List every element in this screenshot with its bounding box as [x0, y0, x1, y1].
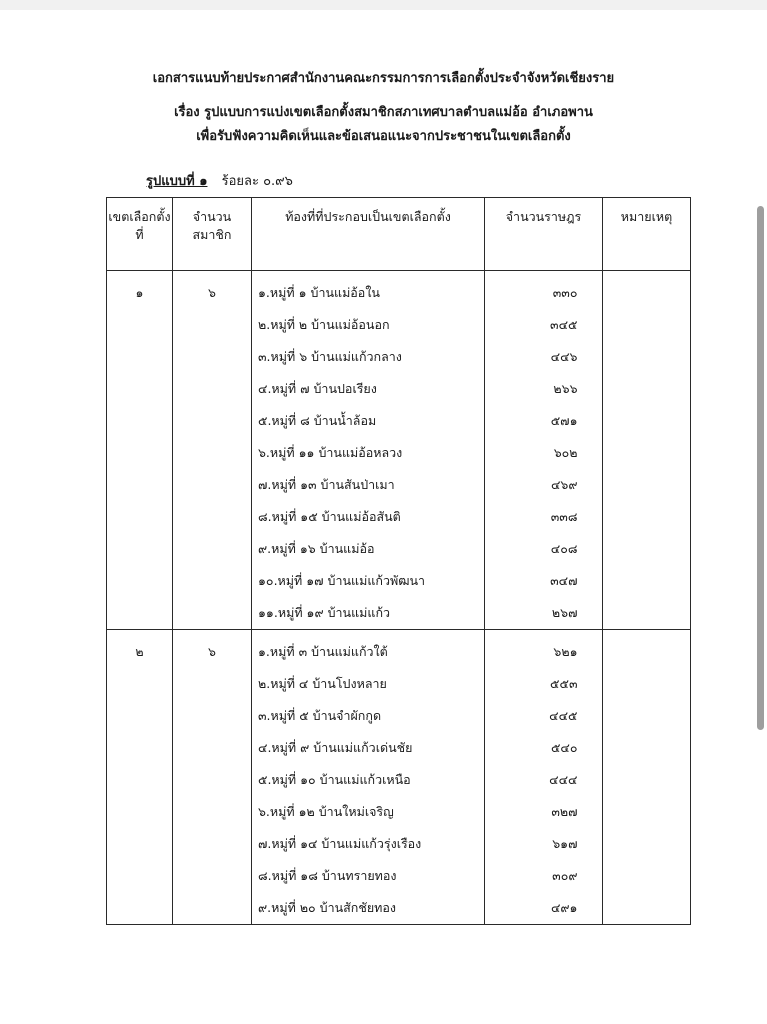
table-row [107, 700, 691, 732]
document-title-line-3: เพื่อรับฟังความคิดเห็นและข้อเสนอแนะจากประชาชนในเขตเลือกตั้ง [196, 129, 571, 144]
table-row [107, 309, 691, 341]
district-number-cell: ๒ [107, 630, 173, 669]
population-cell [485, 732, 603, 764]
district-number-cell [107, 501, 173, 533]
top-band [0, 0, 767, 10]
village-cell: ๙.หมู่ที่ ๒๐ บ้านสักชัยทอง [252, 892, 485, 925]
village-cell: ๔.หมู่ที่ ๙ บ้านแม่แก้วเด่นชัย [252, 732, 485, 764]
remarks-cell [603, 828, 691, 860]
village-cell: ๔.หมู่ที่ ๗ บ้านปอเรียง [252, 373, 485, 405]
table-row [107, 860, 691, 892]
remarks-cell [603, 597, 691, 630]
population-cell [485, 700, 603, 732]
member-count-cell [173, 860, 252, 892]
member-count-cell [173, 597, 252, 630]
member-count-cell [173, 405, 252, 437]
village-cell: ๒.หมู่ที่ ๒ บ้านแม่อ้อนอก [252, 309, 485, 341]
village-cell: ๙.หมู่ที่ ๑๖ บ้านแม่อ้อ [252, 533, 485, 565]
table-row [107, 565, 691, 597]
district-number-cell [107, 597, 173, 630]
population-cell [485, 469, 603, 501]
remarks-cell [603, 796, 691, 828]
district-number-cell [107, 565, 173, 597]
district-number-cell [107, 405, 173, 437]
remarks-cell [603, 437, 691, 469]
district-number-cell [107, 860, 173, 892]
population-value: ๕๔๐ [550, 740, 578, 755]
table-body [107, 271, 691, 925]
village-cell: ๓.หมู่ที่ ๕ บ้านจำผักกูด [252, 700, 485, 732]
remarks-cell [603, 732, 691, 764]
remarks-cell [603, 309, 691, 341]
village-cell: ๘.หมู่ที่ ๑๕ บ้านแม่อ้อสันติ [252, 501, 485, 533]
remarks-cell [603, 700, 691, 732]
population-value: ๓๐๙ [552, 868, 578, 883]
population-value: ๔๔๖ [550, 349, 578, 364]
village-cell: ๑.หมู่ที่ ๑ บ้านแม่อ้อใน [252, 271, 485, 310]
col-header-villages: ท้องที่ที่ประกอบเป็นเขตเลือกตั้ง [252, 198, 485, 271]
district-number-cell: ๑ [107, 271, 173, 310]
remarks-cell [603, 668, 691, 700]
table-row [107, 828, 691, 860]
population-value: ๓๓๐ [552, 285, 578, 300]
table-row [107, 271, 691, 310]
population-cell [485, 437, 603, 469]
population-value: ๔๖๙ [550, 477, 578, 492]
member-count-cell [173, 700, 252, 732]
col-header-district: เขตเลือกตั้งที่ [107, 198, 173, 271]
district-number-cell [107, 469, 173, 501]
districts-table [106, 197, 691, 925]
member-count-cell [173, 533, 252, 565]
district-number-cell [107, 732, 173, 764]
district-number-cell [107, 764, 173, 796]
population-cell [485, 373, 603, 405]
table-row [107, 373, 691, 405]
population-cell [485, 405, 603, 437]
table-row [107, 533, 691, 565]
pattern-percent: ร้อยละ ๐.๙๖ [221, 174, 293, 189]
population-cell [485, 860, 603, 892]
population-value: ๔๔๔ [549, 772, 578, 787]
village-cell: ๕.หมู่ที่ ๑๐ บ้านแม่แก้วเหนือ [252, 764, 485, 796]
population-cell [485, 271, 603, 310]
population-cell [485, 341, 603, 373]
member-count-cell [173, 373, 252, 405]
population-value: ๓๔๗ [550, 573, 578, 588]
population-value: ๒๖๖ [553, 381, 578, 396]
table-row [107, 668, 691, 700]
population-value: ๔๙๑ [550, 900, 578, 915]
village-cell: ๑๐.หมู่ที่ ๑๗ บ้านแม่แก้วพัฒนา [252, 565, 485, 597]
remarks-cell [603, 764, 691, 796]
population-value: ๖๐๒ [553, 445, 578, 460]
village-cell: ๓.หมู่ที่ ๖ บ้านแม่แก้วกลาง [252, 341, 485, 373]
member-count-cell: ๖ [173, 630, 252, 669]
table-row [107, 405, 691, 437]
population-value: ๓๔๕ [550, 317, 578, 332]
district-number-cell [107, 700, 173, 732]
remarks-cell [603, 341, 691, 373]
population-cell [485, 828, 603, 860]
table-row [107, 501, 691, 533]
remarks-cell [603, 860, 691, 892]
member-count-cell [173, 565, 252, 597]
member-count-cell [173, 309, 252, 341]
population-value: ๔๔๕ [549, 708, 578, 723]
district-number-cell [107, 437, 173, 469]
remarks-cell [603, 469, 691, 501]
population-value: ๒๖๗ [551, 605, 578, 620]
district-number-cell [107, 309, 173, 341]
pattern-label: รูปแบบที่ ๑ [146, 174, 208, 189]
member-count-cell [173, 764, 252, 796]
population-value: ๕๕๓ [550, 676, 578, 691]
village-cell: ๕.หมู่ที่ ๘ บ้านน้ำล้อม [252, 405, 485, 437]
pattern-heading [146, 170, 293, 191]
member-count-cell [173, 732, 252, 764]
population-value: ๖๑๗ [552, 836, 578, 851]
population-cell [485, 533, 603, 565]
table-row [107, 469, 691, 501]
remarks-cell [603, 271, 691, 310]
member-count-cell: ๖ [173, 271, 252, 310]
table-row [107, 437, 691, 469]
table-row [107, 796, 691, 828]
population-value: ๖๒๑ [553, 644, 578, 659]
village-cell: ๑๑.หมู่ที่ ๑๙ บ้านแม่แก้ว [252, 597, 485, 630]
member-count-cell [173, 828, 252, 860]
table-row [107, 597, 691, 630]
remarks-cell [603, 630, 691, 669]
table-row [107, 341, 691, 373]
population-cell [485, 597, 603, 630]
remarks-cell [603, 892, 691, 925]
district-number-cell [107, 796, 173, 828]
member-count-cell [173, 341, 252, 373]
member-count-cell [173, 501, 252, 533]
district-number-cell [107, 892, 173, 925]
member-count-cell [173, 469, 252, 501]
scrollbar-track[interactable] [755, 10, 767, 1024]
district-number-cell [107, 828, 173, 860]
table-row [107, 732, 691, 764]
remarks-cell [603, 565, 691, 597]
village-cell: ๗.หมู่ที่ ๑๔ บ้านแม่แก้วรุ่งเรือง [252, 828, 485, 860]
village-cell: ๒.หมู่ที่ ๔ บ้านโปงหลาย [252, 668, 485, 700]
village-cell: ๗.หมู่ที่ ๑๓ บ้านสันป่าเมา [252, 469, 485, 501]
table-row [107, 630, 691, 669]
document-title-line-1: เอกสารแนบท้ายประกาศสำนักงานคณะกรรมการการเลือกตั้งประจำจังหวัดเชียงราย [152, 71, 615, 86]
col-header-population: จำนวนราษฎร [485, 198, 603, 271]
remarks-cell [603, 501, 691, 533]
village-cell: ๖.หมู่ที่ ๑๑ บ้านแม่อ้อหลวง [252, 437, 485, 469]
table-header-row [107, 198, 691, 271]
district-number-cell [107, 533, 173, 565]
population-cell [485, 630, 603, 669]
member-count-cell [173, 796, 252, 828]
col-header-remarks: หมายเหตุ [603, 198, 691, 271]
remarks-cell [603, 373, 691, 405]
population-cell [485, 892, 603, 925]
member-count-cell [173, 892, 252, 925]
remarks-cell [603, 533, 691, 565]
population-cell [485, 668, 603, 700]
population-cell [485, 796, 603, 828]
table-row [107, 892, 691, 925]
population-value: ๓๓๘ [550, 509, 578, 524]
population-value: ๕๗๑ [550, 413, 578, 428]
population-cell [485, 565, 603, 597]
member-count-cell [173, 668, 252, 700]
population-cell [485, 764, 603, 796]
population-cell [485, 309, 603, 341]
population-value: ๓๒๗ [551, 804, 578, 819]
col-header-members: จำนวนสมาชิก [173, 198, 252, 271]
member-count-cell [173, 437, 252, 469]
population-value: ๔๐๘ [550, 541, 578, 556]
village-cell: ๘.หมู่ที่ ๑๘ บ้านทรายทอง [252, 860, 485, 892]
population-cell [485, 501, 603, 533]
document-title-line-2: เรื่อง รูปแบบการแบ่งเขตเลือกตั้งสมาชิกสภาเทศบาลตำบลแม่อ้อ อำเภอพาน [174, 105, 593, 120]
village-cell: ๖.หมู่ที่ ๑๒ บ้านใหม่เจริญ [252, 796, 485, 828]
table-row [107, 764, 691, 796]
village-cell: ๑.หมู่ที่ ๓ บ้านแม่แก้วใต้ [252, 630, 485, 669]
remarks-cell [603, 405, 691, 437]
scrollbar-thumb[interactable] [757, 206, 764, 730]
district-number-cell [107, 373, 173, 405]
district-number-cell [107, 668, 173, 700]
district-number-cell [107, 341, 173, 373]
